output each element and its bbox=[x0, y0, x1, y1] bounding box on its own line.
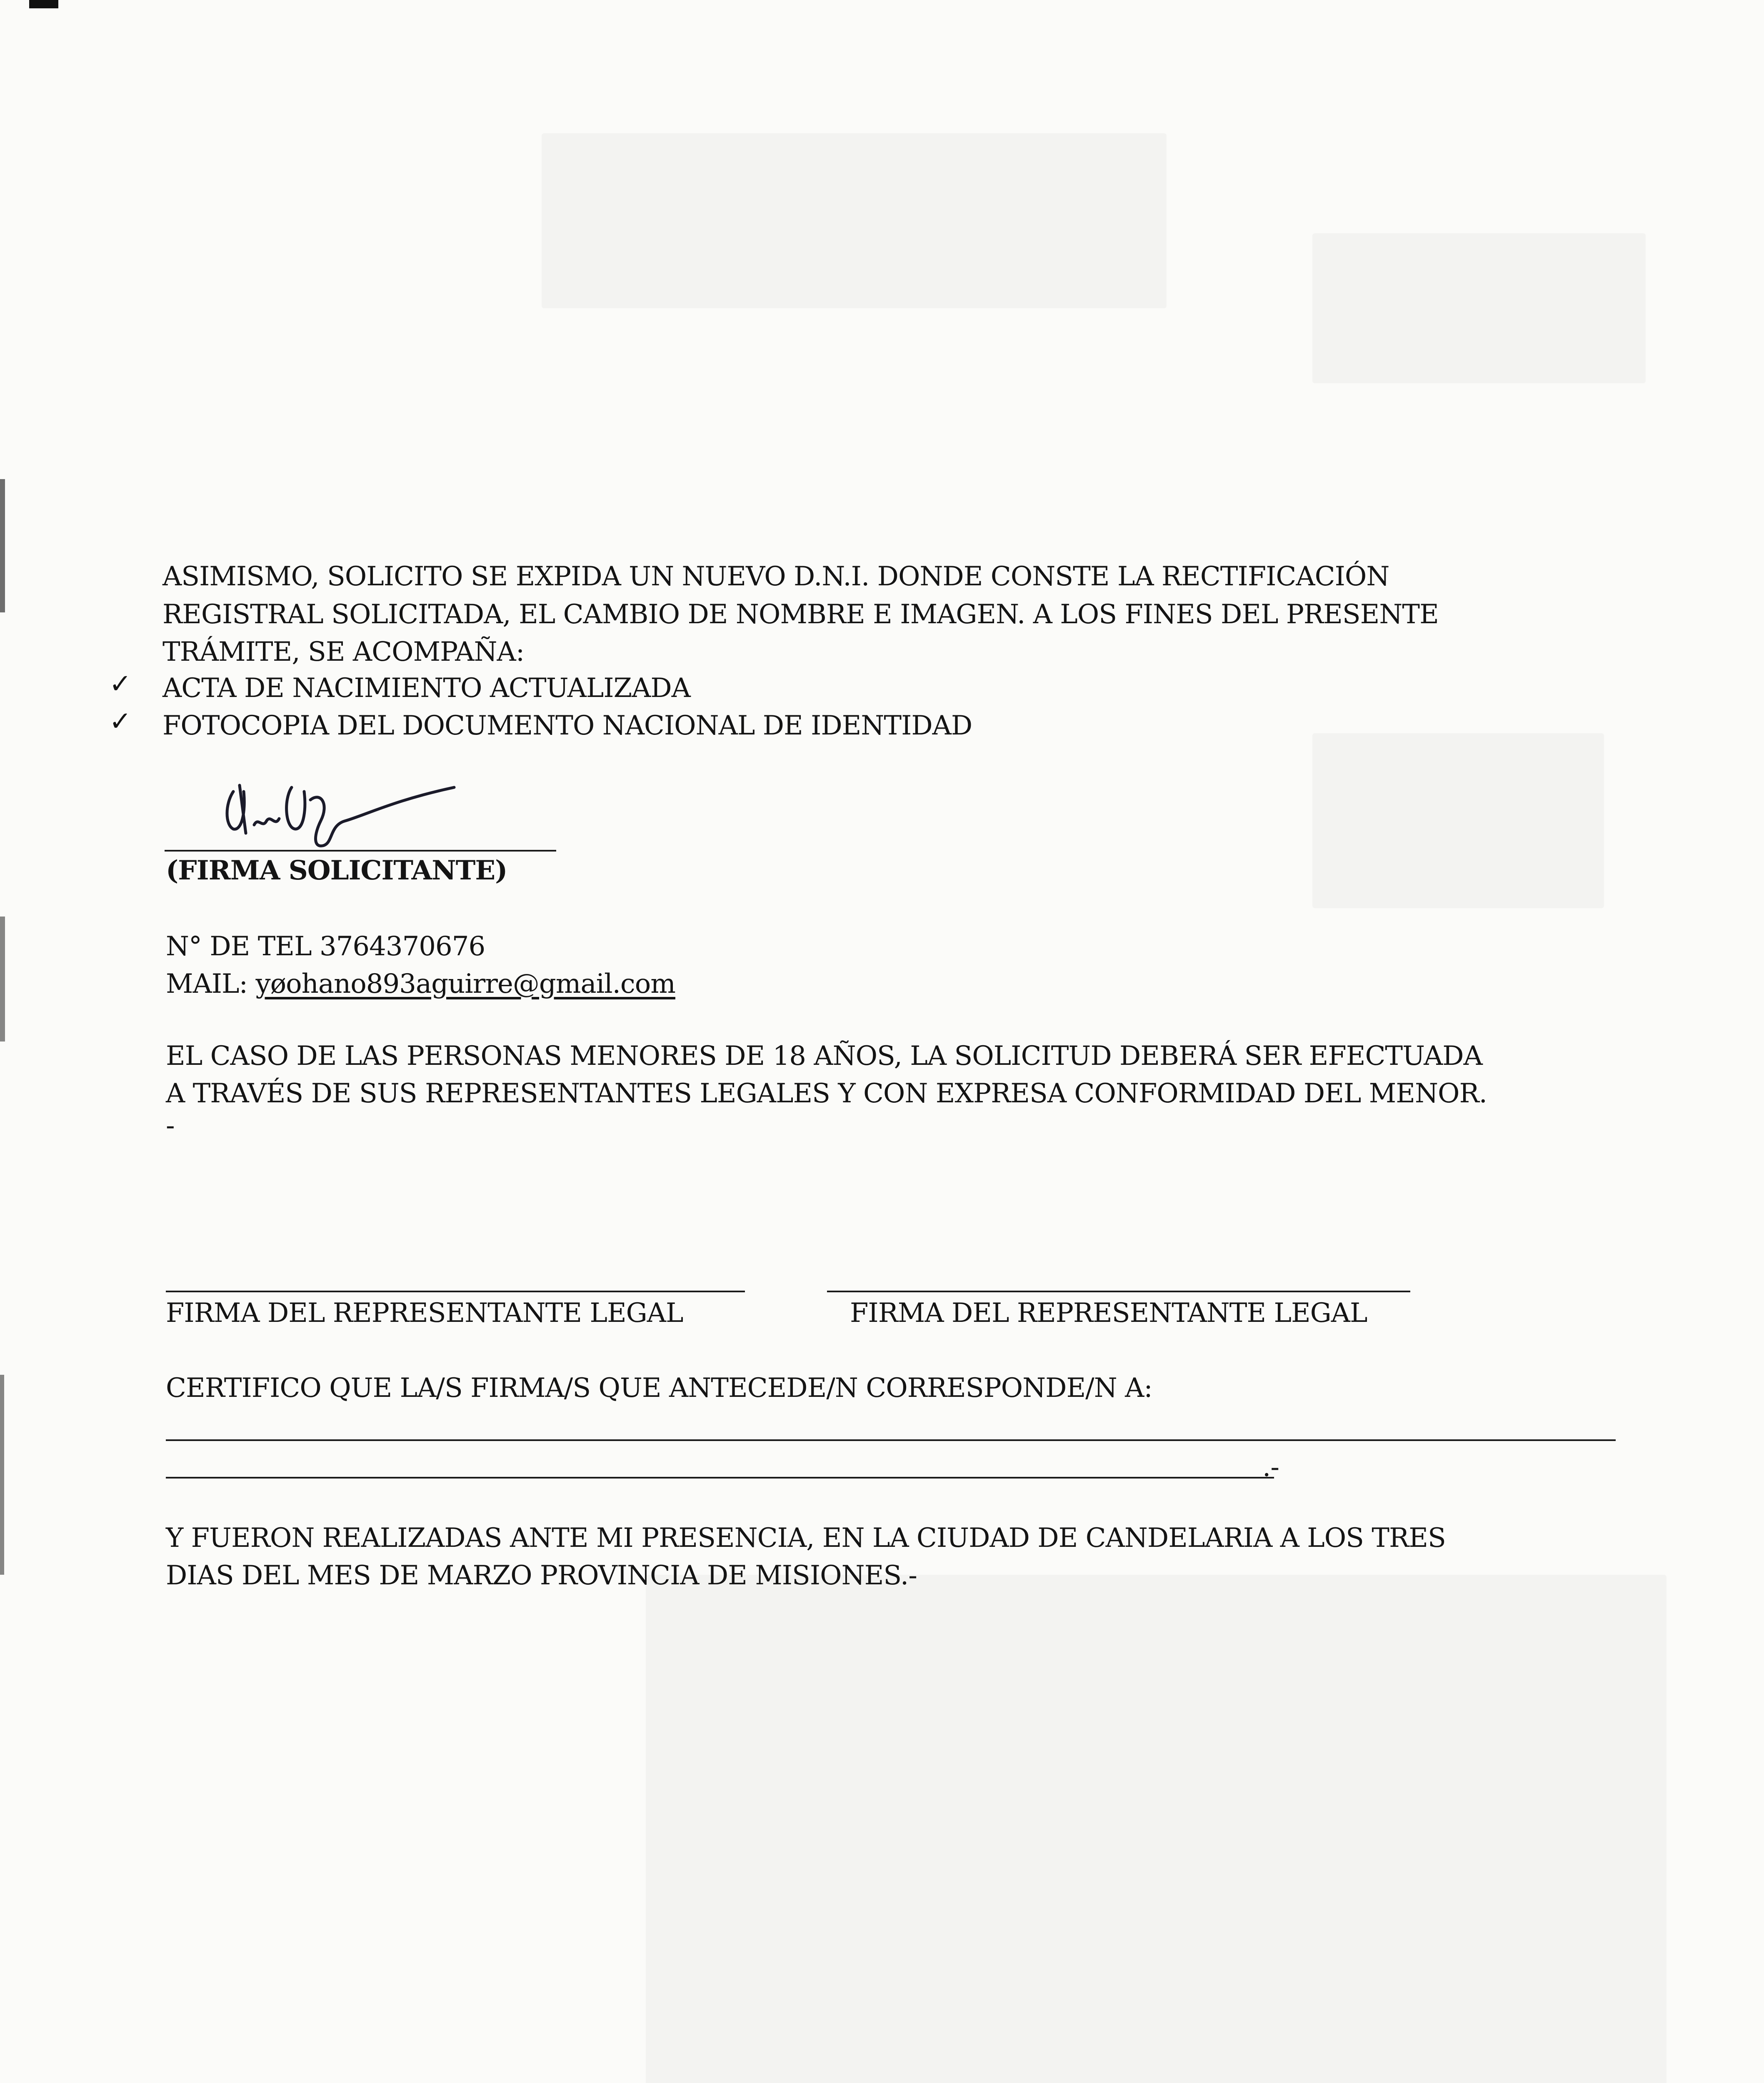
representative-signature-line-left bbox=[166, 1291, 745, 1292]
email-row bbox=[166, 971, 675, 997]
request-line-2: REGISTRAL SOLICITADA, EL CAMBIO DE NOMBRE E IMAGEN. A LOS FINES DEL PRESENTE bbox=[162, 599, 1439, 630]
request-line-1: ASIMISMO, SOLICITO SE EXPIDA UN NUEVO D.N.I. DONDE CONSTE LA RECTIFICACIÓN bbox=[162, 561, 1389, 592]
bleed-through-block-right bbox=[1312, 233, 1646, 383]
attachment-item-birth-certificate: ACTA DE NACIMIENTO ACTUALIZADA bbox=[162, 673, 690, 704]
scan-edge-mark-2 bbox=[0, 917, 5, 1042]
certify-line-end: .- bbox=[1262, 1452, 1279, 1483]
certify-blank-line-1 bbox=[166, 1439, 1616, 1441]
request-line-3: TRÁMITE, SE ACOMPAÑA: bbox=[162, 637, 525, 667]
email-label: MAIL: bbox=[166, 969, 256, 999]
phone-number: N° DE TEL 3764370676 bbox=[166, 931, 485, 962]
applicant-signature bbox=[208, 775, 467, 858]
representative-caption-left: FIRMA DEL REPRESENTANTE LEGAL bbox=[166, 1298, 683, 1329]
closing-line-1: Y FUERON REALIZADAS ANTE MI PRESENCIA, EN LA CIUDAD DE CANDELARIA A LOS TRES bbox=[166, 1523, 1446, 1554]
scan-edge-mark-3 bbox=[0, 1375, 4, 1575]
minors-line-1: EL CASO DE LAS PERSONAS MENORES DE 18 AÑOS, LA SOLICITUD DEBERÁ SER EFECTUADA bbox=[166, 1041, 1482, 1071]
closing-line-2: DIAS DEL MES DE MARZO PROVINCIA DE MISIONES.- bbox=[166, 1560, 917, 1591]
checkmark-icon: ✓ bbox=[109, 669, 132, 699]
bleed-through-block-lower bbox=[646, 1575, 1667, 2083]
minors-line-3: - bbox=[166, 1110, 175, 1141]
email-address: yøohano893aguirre@gmail.com bbox=[255, 969, 675, 999]
bleed-through-block-top bbox=[542, 133, 1167, 308]
representative-signature-line-right bbox=[827, 1291, 1410, 1292]
minors-line-2: A TRAVÉS DE SUS REPRESENTANTES LEGALES Y CON EXPRESA CONFORMIDAD DEL MENOR. bbox=[166, 1078, 1487, 1109]
applicant-signature-caption: (FIRMA SOLICITANTE) bbox=[166, 855, 507, 886]
bleed-through-block-middle bbox=[1312, 733, 1604, 908]
applicant-signature-line bbox=[165, 850, 556, 852]
certify-text: CERTIFICO QUE LA/S FIRMA/S QUE ANTECEDE/N CORRESPONDE/N A: bbox=[166, 1373, 1152, 1404]
representative-caption-right: FIRMA DEL REPRESENTANTE LEGAL bbox=[850, 1298, 1367, 1329]
scan-corner-mark bbox=[29, 0, 58, 8]
certify-blank-line-2 bbox=[166, 1477, 1274, 1479]
attachment-item-id-photocopy: FOTOCOPIA DEL DOCUMENTO NACIONAL DE IDENTIDAD bbox=[162, 710, 972, 741]
scan-edge-mark-1 bbox=[0, 479, 5, 612]
checkmark-icon: ✓ bbox=[109, 706, 132, 737]
